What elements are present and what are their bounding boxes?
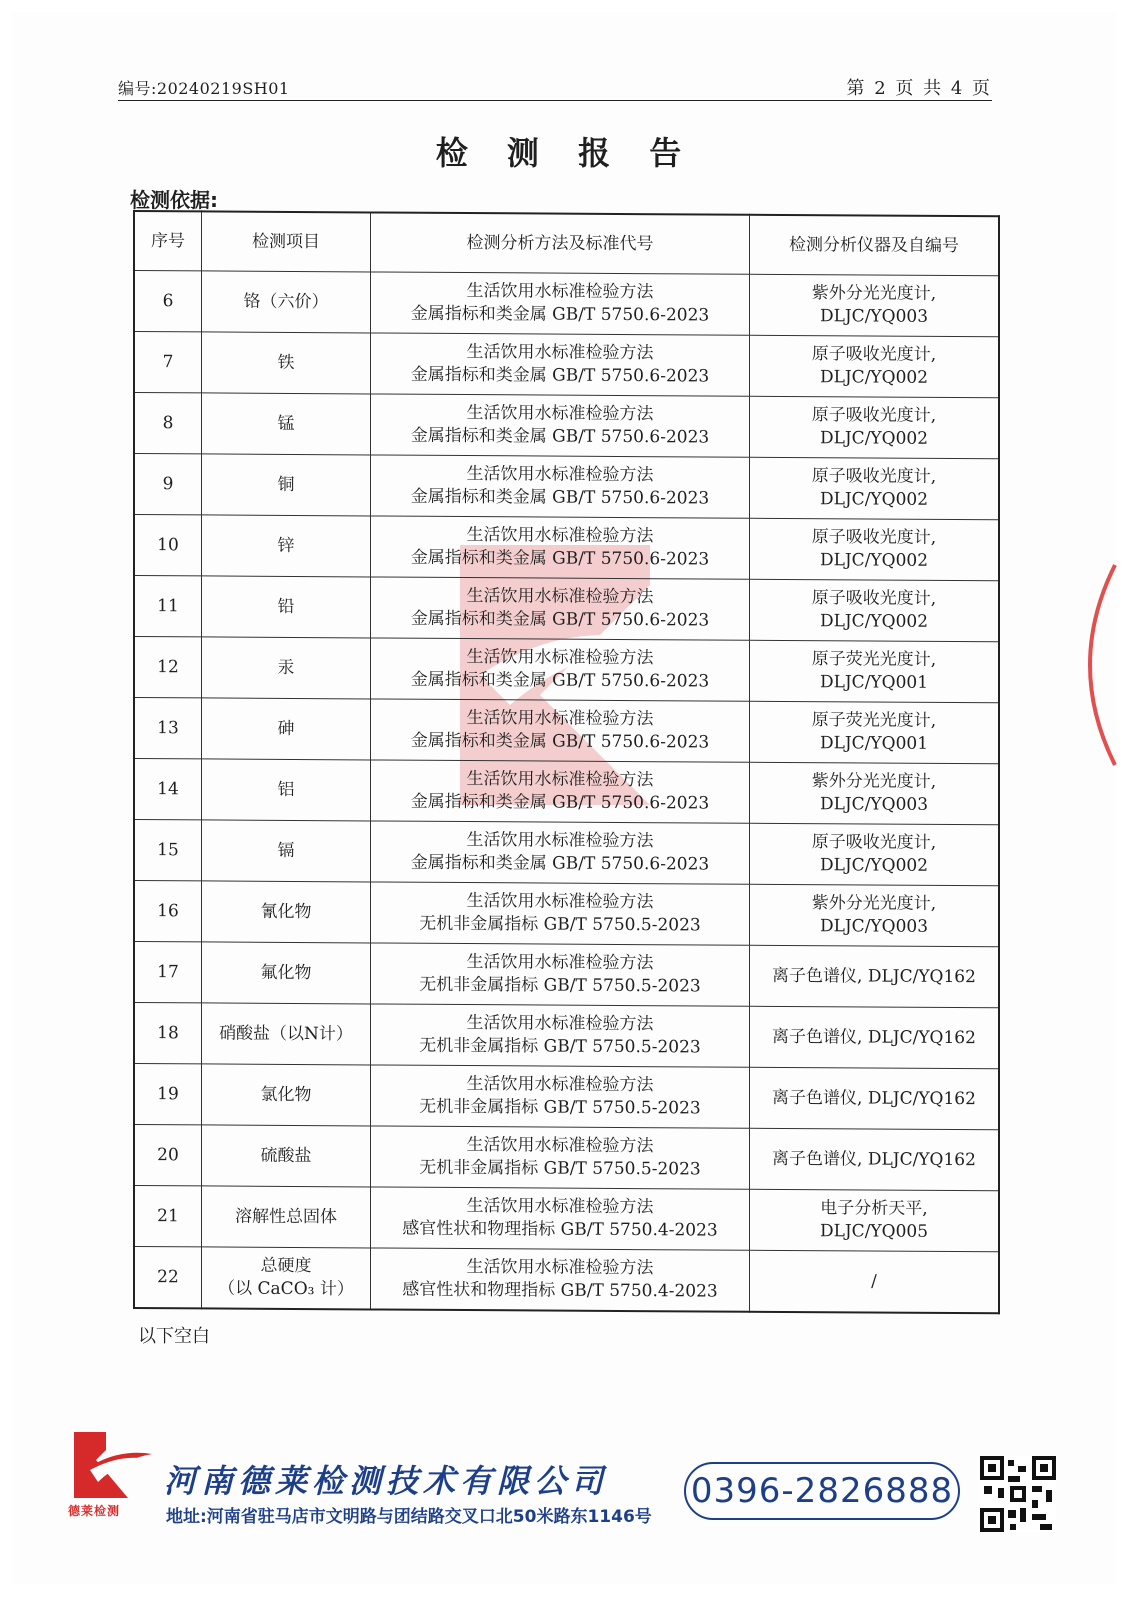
test-method-line: 感官性状和物理指标 GB/T 5750.4-2023 xyxy=(402,1218,718,1241)
test-method xyxy=(371,882,750,945)
test-instrument-line: 原子吸收光度计, xyxy=(811,588,937,609)
test-instrument-line: 原子荧光光度计, xyxy=(811,649,937,670)
row-number: 16 xyxy=(134,881,202,942)
row-number: 19 xyxy=(134,1064,202,1125)
test-method-line: 生活饮用水标准检验方法 xyxy=(466,1135,654,1157)
table-header-row xyxy=(134,211,999,276)
test-method-line: 无机非金属指标 GB/T 5750.5-2023 xyxy=(419,913,701,936)
test-instrument-line: DLJC/YQ001 xyxy=(819,672,929,693)
test-item: 锌 xyxy=(202,515,371,577)
test-instrument xyxy=(750,457,1000,520)
test-instrument-line: DLJC/YQ003 xyxy=(819,306,929,327)
table-row xyxy=(134,393,999,459)
test-method-line: 生活饮用水标准检验方法 xyxy=(466,769,654,791)
test-instrument-line: DLJC/YQ002 xyxy=(819,489,929,510)
test-method-line: 生活饮用水标准检验方法 xyxy=(466,403,654,425)
test-instrument-line: DLJC/YQ003 xyxy=(819,794,929,815)
report-header xyxy=(118,74,992,101)
test-item: 铬（六价） xyxy=(202,271,371,333)
row-number: 18 xyxy=(134,1003,202,1064)
test-instrument-line: DLJC/YQ002 xyxy=(819,611,929,632)
test-instrument xyxy=(750,945,1000,1008)
test-method xyxy=(371,760,750,823)
test-item: 镉 xyxy=(202,820,371,882)
row-number: 15 xyxy=(134,820,202,881)
test-item: 砷 xyxy=(202,698,371,760)
row-number: 22 xyxy=(134,1247,202,1309)
test-instrument-line: 离子色谱仪, DLJC/YQ162 xyxy=(772,1148,976,1170)
test-item: 汞 xyxy=(202,637,371,699)
table-row xyxy=(134,576,999,642)
table-row xyxy=(134,759,999,825)
logo-caption: 德莱检测 xyxy=(68,1504,121,1518)
test-item: 铝 xyxy=(202,759,371,821)
test-instrument-line: 电子分析天平, xyxy=(820,1198,928,1219)
report-number: 编号:20240219SH01 xyxy=(118,79,290,98)
test-method xyxy=(371,1065,750,1128)
table-row xyxy=(134,1003,999,1069)
test-method-line: 无机非金属指标 GB/T 5750.5-2023 xyxy=(419,1035,701,1058)
table-row xyxy=(134,271,999,337)
row-number: 13 xyxy=(134,698,202,759)
test-method-line: 生活饮用水标准检验方法 xyxy=(466,830,654,852)
test-method-line: 金属指标和类金属 GB/T 5750.6-2023 xyxy=(410,425,710,448)
test-instrument xyxy=(750,1128,1000,1191)
test-method-line: 生活饮用水标准检验方法 xyxy=(466,1074,654,1096)
report-title: 检 测 报 告 xyxy=(435,134,696,172)
test-method-line: 金属指标和类金属 GB/T 5750.6-2023 xyxy=(410,669,710,692)
table-row xyxy=(134,698,999,764)
test-method xyxy=(371,1126,750,1189)
test-instrument-line: 原子吸收光度计, xyxy=(811,466,937,487)
row-number: 11 xyxy=(134,576,202,637)
test-method xyxy=(371,394,750,457)
test-instrument-line: DLJC/YQ002 xyxy=(819,855,929,876)
test-method-line: 生活饮用水标准检验方法 xyxy=(466,1257,654,1279)
table-row xyxy=(134,881,999,947)
row-number: 10 xyxy=(134,515,202,576)
test-method xyxy=(371,272,750,335)
test-method-line: 金属指标和类金属 GB/T 5750.6-2023 xyxy=(410,730,710,753)
test-method xyxy=(371,699,750,762)
row-number: 7 xyxy=(134,332,202,393)
qr-code-icon xyxy=(980,1456,1056,1532)
test-method-line: 生活饮用水标准检验方法 xyxy=(466,1013,654,1035)
test-instrument-line: 原子吸收光度计, xyxy=(811,405,937,426)
row-number: 20 xyxy=(134,1125,202,1186)
table-row xyxy=(134,1125,999,1191)
test-instrument-line: 紫外分光光度计, xyxy=(811,893,937,914)
test-instrument-line: 原子荧光光度计, xyxy=(811,710,937,731)
test-instrument xyxy=(750,335,1000,398)
test-instrument-line: 离子色谱仪, DLJC/YQ162 xyxy=(772,1087,976,1109)
test-method xyxy=(371,638,750,701)
row-number: 14 xyxy=(134,759,202,820)
table-row xyxy=(134,515,999,581)
test-method-line: 金属指标和类金属 GB/T 5750.6-2023 xyxy=(410,852,710,875)
test-instrument xyxy=(750,1189,1000,1252)
test-instrument xyxy=(750,1250,1000,1313)
test-item: 铁 xyxy=(202,332,371,394)
basis-label: 检测依据: xyxy=(130,188,218,212)
table-row xyxy=(134,637,999,703)
test-instrument-line: 紫外分光光度计, xyxy=(811,771,937,792)
test-instrument-line: DLJC/YQ002 xyxy=(819,367,929,388)
test-method-line: 金属指标和类金属 GB/T 5750.6-2023 xyxy=(410,547,710,570)
test-item: 硫酸盐 xyxy=(202,1125,371,1187)
test-method xyxy=(371,577,750,640)
test-method xyxy=(371,1004,750,1067)
test-instrument-line: / xyxy=(871,1271,877,1292)
test-instrument xyxy=(750,518,1000,581)
test-instrument-line: 原子吸收光度计, xyxy=(811,527,937,548)
test-instrument-line: DLJC/YQ005 xyxy=(819,1221,929,1242)
row-number: 12 xyxy=(134,637,202,698)
test-item: 氯化物 xyxy=(202,1064,371,1126)
row-number: 8 xyxy=(134,393,202,454)
test-instrument xyxy=(750,823,1000,886)
test-instrument-line: 紫外分光光度计, xyxy=(811,283,937,304)
test-method-line: 无机非金属指标 GB/T 5750.5-2023 xyxy=(419,1157,701,1180)
test-instrument xyxy=(750,762,1000,825)
test-instrument xyxy=(750,274,1000,337)
test-method xyxy=(371,1187,750,1250)
test-instrument-line: 原子吸收光度计, xyxy=(811,832,937,853)
header-instrument: 检测分析仪器及自编号 xyxy=(750,215,1000,276)
test-method-line: 生活饮用水标准检验方法 xyxy=(466,525,654,547)
company-phone: 0396-2826888 xyxy=(684,1462,960,1520)
test-instrument-line: DLJC/YQ002 xyxy=(819,428,929,449)
test-instrument-line: DLJC/YQ002 xyxy=(819,550,929,571)
table-row xyxy=(134,1064,999,1130)
blank-below-remark: 以下空白 xyxy=(138,1326,210,1347)
test-method-line: 金属指标和类金属 GB/T 5750.6-2023 xyxy=(410,364,710,387)
company-address: 地址:河南省驻马店市文明路与团结路交叉口北50米路东1146号 xyxy=(166,1507,652,1527)
test-item: 铅 xyxy=(202,576,371,638)
test-instrument xyxy=(750,884,1000,947)
test-instrument xyxy=(750,579,1000,642)
table-row xyxy=(134,942,999,1008)
test-method xyxy=(371,1248,750,1312)
row-number: 17 xyxy=(134,942,202,1003)
test-item: 溶解性总固体 xyxy=(202,1186,371,1248)
test-method xyxy=(371,455,750,518)
test-method xyxy=(371,516,750,579)
test-item: 氟化物 xyxy=(202,942,371,1004)
test-item: 硝酸盐（以N计） xyxy=(202,1003,371,1065)
test-method-line: 生活饮用水标准检验方法 xyxy=(466,342,654,364)
test-method-line: 生活饮用水标准检验方法 xyxy=(466,952,654,974)
test-instrument xyxy=(750,701,1000,764)
table-row xyxy=(134,1186,999,1252)
test-method-line: 生活饮用水标准检验方法 xyxy=(466,586,654,608)
test-method xyxy=(371,333,750,396)
test-method-line: 金属指标和类金属 GB/T 5750.6-2023 xyxy=(410,303,710,326)
test-instrument-line: DLJC/YQ001 xyxy=(819,733,929,754)
test-instrument xyxy=(750,640,1000,703)
test-method-line: 生活饮用水标准检验方法 xyxy=(466,891,654,913)
test-instrument-line: 离子色谱仪, DLJC/YQ162 xyxy=(772,965,976,987)
table-row xyxy=(134,1247,999,1314)
test-instrument xyxy=(750,396,1000,459)
table-row xyxy=(134,332,999,398)
test-method-line: 金属指标和类金属 GB/T 5750.6-2023 xyxy=(410,608,710,631)
test-instrument-line: DLJC/YQ003 xyxy=(819,916,929,937)
test-item: 总硬度 （以 CaCO₃ 计） xyxy=(202,1247,371,1310)
test-method-line: 生活饮用水标准检验方法 xyxy=(466,1196,654,1218)
page-info: 第 2 页 共 4 页 xyxy=(846,78,992,99)
test-instrument xyxy=(750,1006,1000,1069)
header-item: 检测项目 xyxy=(202,211,371,272)
table-row xyxy=(134,454,999,520)
test-method xyxy=(371,943,750,1006)
test-item: 氰化物 xyxy=(202,881,371,943)
header-no: 序号 xyxy=(134,211,202,271)
test-method-line: 生活饮用水标准检验方法 xyxy=(466,647,654,669)
test-instrument-line: 原子吸收光度计, xyxy=(811,344,937,365)
testing-basis-table xyxy=(133,210,1000,1314)
test-method-line: 生活饮用水标准检验方法 xyxy=(466,708,654,730)
test-method-line: 生活饮用水标准检验方法 xyxy=(466,464,654,486)
test-instrument xyxy=(750,1067,1000,1130)
row-number: 21 xyxy=(134,1186,202,1247)
header-method: 检测分析方法及标准代号 xyxy=(371,212,750,274)
test-instrument-line: 离子色谱仪, DLJC/YQ162 xyxy=(772,1026,976,1048)
test-method-line: 无机非金属指标 GB/T 5750.5-2023 xyxy=(419,974,701,997)
table-row xyxy=(134,820,999,886)
test-method-line: 无机非金属指标 GB/T 5750.5-2023 xyxy=(419,1096,701,1119)
test-method-line: 生活饮用水标准检验方法 xyxy=(466,281,654,303)
test-method-line: 金属指标和类金属 GB/T 5750.6-2023 xyxy=(410,486,710,509)
test-method-line: 金属指标和类金属 GB/T 5750.6-2023 xyxy=(410,791,710,814)
company-name: 河南德莱检测技术有限公司 xyxy=(164,1462,609,1500)
row-number: 9 xyxy=(134,454,202,515)
test-method-line: 感官性状和物理指标 GB/T 5750.4-2023 xyxy=(402,1279,718,1302)
test-item: 铜 xyxy=(202,454,371,516)
test-method xyxy=(371,821,750,884)
test-item: 锰 xyxy=(202,393,371,455)
company-logo-icon xyxy=(66,1426,156,1506)
row-number: 6 xyxy=(134,271,202,332)
